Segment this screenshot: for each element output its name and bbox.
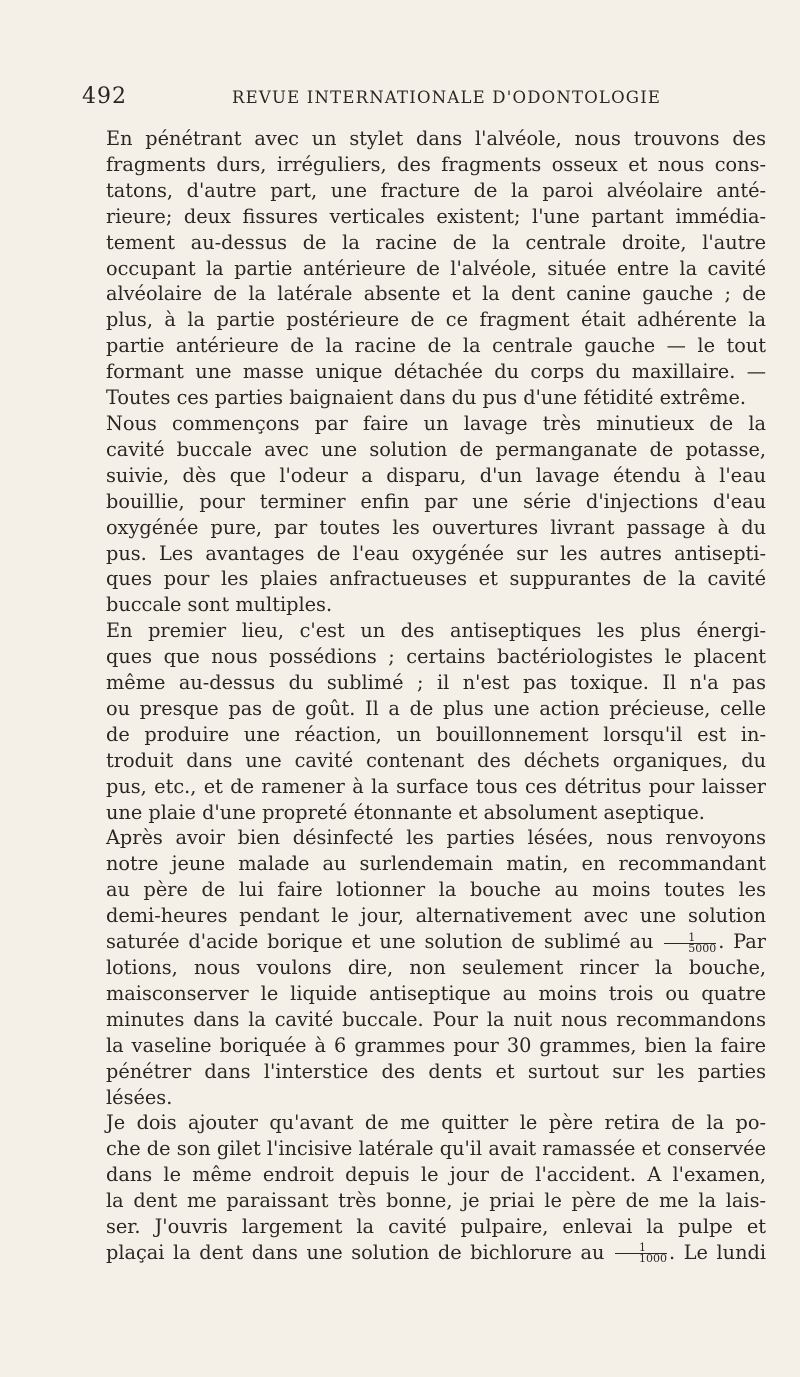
text-line: maisconserver le liquide antiseptique au moins trois ou quatre xyxy=(106,981,766,1005)
text-line: la dent me paraissant très bonne, je priai le père de me la lais- xyxy=(106,1189,766,1213)
paragraph xyxy=(82,825,766,1110)
text-line: alvéolaire de la latérale absente et la dent canine gauche ; de xyxy=(106,282,766,306)
text-line: de produire une réaction, un bouillonnement lorsqu'il est in- xyxy=(106,722,766,746)
text-line: formant une masse unique détachée du corps du maxillaire. — xyxy=(106,360,766,384)
text-line: Nous commençons par faire un lavage très minutieux de la xyxy=(106,411,766,435)
text-line: pus, etc., et de ramener à la surface tous ces détritus pour laisser xyxy=(106,774,766,798)
text-line: ques pour les plaies anfractueuses et suppurantes de la cavité xyxy=(106,567,766,591)
text-line: Toutes ces parties baignaient dans du pus d'une fétidité extrême. xyxy=(106,386,747,410)
paragraph xyxy=(82,411,766,618)
text-line: tatons, d'autre part, une fracture de la paroi alvéolaire anté- xyxy=(106,178,766,202)
text-line: partie antérieure de la racine de la centrale gauche — le tout xyxy=(106,334,766,358)
text-line: En pénétrant avec un stylet dans l'alvéole, nous trouvons des xyxy=(106,127,766,150)
text-line: même au-dessus du sublimé ; il n'est pas toxique. Il n'a pas xyxy=(106,671,766,695)
page-number: 492 xyxy=(82,84,127,109)
text-line: buccale sont multiples. xyxy=(106,593,333,617)
text-line: bouillie, pour terminer enfin par une série d'injections d'eau xyxy=(106,489,766,513)
text-line: suivie, dès que l'odeur a disparu, d'un lavage étendu à l'eau xyxy=(106,463,766,487)
body-text xyxy=(82,126,766,1266)
text-line: notre jeune malade au surlendemain matin, en recommandant xyxy=(106,852,766,876)
text-line: la vaseline boriquée à 6 grammes pour 30 grammes, bien la faire xyxy=(106,1033,766,1057)
text-line: saturée d'acide borique et une solution de sublimé au $\frac{1}{5000}$ . Par xyxy=(106,930,766,955)
text-line: cavité buccale avec une solution de permanganate de potasse, xyxy=(106,437,766,461)
text-line: lésées. xyxy=(106,1085,173,1109)
text-line: pénétrer dans l'interstice des dents et surtout sur les parties xyxy=(106,1059,766,1083)
page-header xyxy=(82,84,722,114)
text-line: demi-heures pendant le jour, alternativement avec une solution xyxy=(106,904,766,928)
text-line: occupant la partie antérieure de l'alvéole, située entre la cavité xyxy=(106,256,766,280)
fraction: $\frac{1}{5000}$ xyxy=(664,933,716,954)
text-line: En premier lieu, c'est un des antiseptiques les plus énergi- xyxy=(106,619,766,643)
text-line: lotions, nous voulons dire, non seulement rincer la bouche, xyxy=(106,956,766,979)
text-line: Je dois ajouter qu'avant de me quitter le père retira de la po- xyxy=(106,1111,766,1135)
running-title: REVUE INTERNATIONALE D'ODONTOLOGIE xyxy=(232,88,662,107)
text-line: ques que nous possédions ; certains bactériologistes le placent xyxy=(106,645,766,669)
fraction: $\frac{1}{1000}$ xyxy=(615,1243,667,1264)
text-line: Après avoir bien désinfecté les parties lésées, nous renvoyons xyxy=(106,826,766,850)
text-line: une plaie d'une propreté étonnante et absolument aseptique. xyxy=(106,800,705,824)
text-line: oxygénée pure, par toutes les ouvertures livrant passage à du xyxy=(106,515,766,539)
text-line: dans le même endroit depuis le jour de l'accident. A l'examen, xyxy=(106,1163,766,1187)
text-line: minutes dans la cavité buccale. Pour la nuit nous recommandons xyxy=(106,1007,766,1031)
paragraph xyxy=(82,126,766,411)
text-line: au père de lui faire lotionner la bouche au moins toutes les xyxy=(106,878,766,902)
text-line: rieure; deux fissures verticales existent; l'une partant immédia- xyxy=(106,204,766,228)
text-line: troduit dans une cavité contenant des déchets organiques, du xyxy=(106,748,766,772)
paragraph xyxy=(82,1110,766,1265)
text-line: plaçai la dent dans une solution de bichlorure au $\frac{1}{1000}$ . Le lundi xyxy=(106,1240,767,1266)
text-line: che de son gilet l'incisive latérale qu'il avait ramassée et conservée xyxy=(106,1137,766,1161)
text-line: tement au-dessus de la racine de la centrale droite, l'autre xyxy=(106,230,766,254)
text-line: ser. J'ouvris largement la cavité pulpaire, enlevai la pulpe et xyxy=(106,1215,766,1239)
text-line: ou presque pas de goût. Il a de plus une action précieuse, celle xyxy=(106,696,766,720)
text-line: fragments durs, irréguliers, des fragments osseux et nous cons- xyxy=(106,152,766,176)
text-line: pus. Les avantages de l'eau oxygénée sur les autres antisepti- xyxy=(106,541,766,565)
paragraph xyxy=(82,618,766,825)
text-line: plus, à la partie postérieure de ce fragment était adhérente la xyxy=(106,308,766,332)
